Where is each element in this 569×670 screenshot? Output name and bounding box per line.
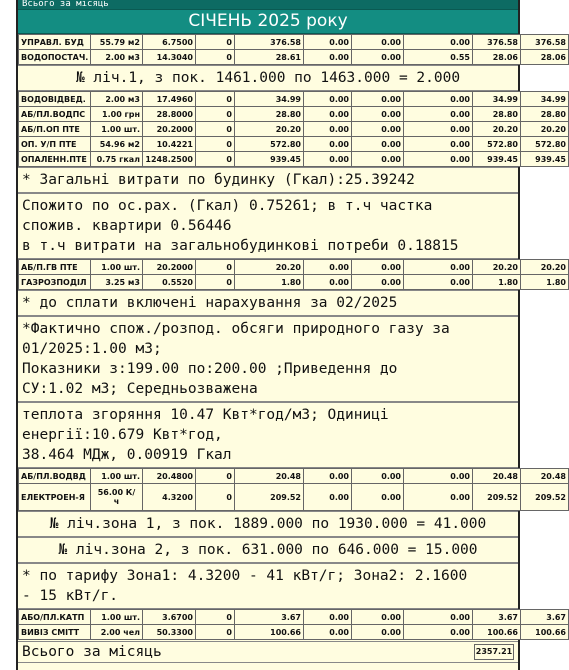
month-total-label: Всього за місяць: [22, 644, 162, 660]
table-cell: 28.80: [521, 107, 569, 122]
table-cell: 0: [196, 137, 235, 152]
table-cell: 0.00: [304, 484, 352, 511]
table-cell: 0.00: [352, 35, 404, 50]
table-cell: 0: [196, 35, 235, 50]
table-cell: 209.52: [235, 484, 304, 511]
table-cell: 0.00: [404, 92, 473, 107]
table-cell: 572.80: [473, 137, 521, 152]
service-name: АБО/ПЛ.КАТП: [19, 610, 91, 625]
table-cell: 0.00: [352, 469, 404, 484]
table-cell: 0.00: [352, 484, 404, 511]
table-cell: 20.20: [235, 260, 304, 275]
table-cell: 2.00 м3: [91, 50, 143, 65]
table-cell: 0.00: [352, 152, 404, 167]
table-cell: 1.80: [521, 275, 569, 290]
table-row: [19, 137, 569, 152]
table-cell: 10.4221: [143, 137, 196, 152]
table-row: [19, 625, 569, 640]
table-cell: 0.00: [352, 92, 404, 107]
table-row: [19, 260, 569, 275]
table-cell: 20.20: [473, 260, 521, 275]
table-cell: 1.00 грн: [91, 107, 143, 122]
table-row: [19, 50, 569, 65]
table-cell: 20.20: [521, 122, 569, 137]
table-row: [19, 610, 569, 625]
table-cell: 20.20: [473, 122, 521, 137]
service-name: АБ/ПЛ.ВОДВД: [19, 469, 91, 484]
table-cell: 3.67: [521, 610, 569, 625]
services-table-c: [18, 259, 569, 290]
table-cell: 100.66: [473, 625, 521, 640]
table-cell: 939.45: [473, 152, 521, 167]
heat-detail-note: Спожито по ос.рах. (Гкал) 0.75261; в т.ч частка спожив. квартири 0.56446 в т.ч витрати на загальнобудинкові потреби 0.18815: [18, 193, 518, 259]
table-cell: 0.00: [304, 137, 352, 152]
table-row: [19, 275, 569, 290]
service-name: АБ/ПЛ.ВОДПС: [19, 107, 91, 122]
table-cell: 0.00: [404, 152, 473, 167]
table-cell: 0.00: [404, 484, 473, 511]
table-cell: 2.00 чел: [91, 625, 143, 640]
month-total-row: [18, 641, 518, 663]
top-fragment: Всього за місяць: [18, 0, 518, 9]
table-cell: 0.00: [304, 122, 352, 137]
service-name: АБ/П.ГВ ПТЕ: [19, 260, 91, 275]
charges-note: * до сплати включені нарахування за 02/2025: [18, 290, 518, 316]
table-cell: 17.4960: [143, 92, 196, 107]
table-cell: 28.61: [235, 50, 304, 65]
services-table-b: [18, 91, 569, 167]
month-total-value: 2357.21: [474, 644, 514, 660]
table-cell: 55.79 м2: [91, 35, 143, 50]
table-row: [19, 152, 569, 167]
table-cell: 3.67: [473, 610, 521, 625]
table-cell: 0.00: [304, 35, 352, 50]
table-cell: 0.75 гкал: [91, 152, 143, 167]
table-cell: 4.3200: [143, 484, 196, 511]
meter-reading-1: № ліч.1, з пок. 1461.000 по 1463.000 = 2.000: [18, 65, 518, 91]
table-cell: 376.58: [521, 35, 569, 50]
table-cell: 0: [196, 625, 235, 640]
table-cell: 0: [196, 260, 235, 275]
service-name: ГАЗРОЗПОДІЛ: [19, 275, 91, 290]
service-name: ЕЛЕКТРОЕН-Я: [19, 484, 91, 511]
table-cell: 0.00: [304, 92, 352, 107]
table-cell: 0.5520: [143, 275, 196, 290]
table-cell: 0: [196, 107, 235, 122]
table-cell: 0.00: [404, 107, 473, 122]
service-name: ВОДОПОСТАЧ.: [19, 50, 91, 65]
table-cell: 0: [196, 152, 235, 167]
table-cell: 572.80: [521, 137, 569, 152]
table-cell: 56.00 К/ ч: [91, 484, 143, 511]
table-cell: 28.06: [473, 50, 521, 65]
table-row: [19, 122, 569, 137]
table-cell: 20.48: [473, 469, 521, 484]
table-cell: 0.00: [404, 610, 473, 625]
table-cell: 0.00: [304, 275, 352, 290]
table-cell: 376.58: [235, 35, 304, 50]
table-cell: 28.80: [473, 107, 521, 122]
table-cell: 0: [196, 122, 235, 137]
table-cell: 0.00: [352, 107, 404, 122]
table-cell: 0: [196, 275, 235, 290]
table-cell: 0.00: [304, 107, 352, 122]
table-cell: 1.80: [235, 275, 304, 290]
table-cell: 34.99: [473, 92, 521, 107]
table-cell: 939.45: [235, 152, 304, 167]
table-cell: 20.2000: [143, 122, 196, 137]
table-cell: 2.00 м3: [91, 92, 143, 107]
services-table-a: [18, 34, 569, 65]
table-cell: 0.00: [352, 625, 404, 640]
service-name: ОП. У/П ПТЕ: [19, 137, 91, 152]
table-cell: 1.00 шт.: [91, 610, 143, 625]
bill-sheet: [16, 0, 566, 670]
table-cell: 572.80: [235, 137, 304, 152]
table-cell: 939.45: [521, 152, 569, 167]
table-cell: 0.00: [404, 275, 473, 290]
table-cell: 0.55: [404, 50, 473, 65]
table-cell: 20.4800: [143, 469, 196, 484]
table-row: [19, 484, 569, 511]
table-cell: 0.00: [352, 610, 404, 625]
month-title: СІЧЕНЬ 2025 року: [18, 9, 518, 34]
table-cell: 3.67: [235, 610, 304, 625]
table-cell: 0.00: [304, 50, 352, 65]
table-cell: 0.00: [304, 152, 352, 167]
service-name: ОПАЛЕНН.ПТЕ: [19, 152, 91, 167]
table-cell: 209.52: [473, 484, 521, 511]
table-cell: 28.80: [235, 107, 304, 122]
table-cell: 20.48: [521, 469, 569, 484]
table-row: [19, 107, 569, 122]
table-cell: 0.00: [304, 625, 352, 640]
table-cell: 0.00: [404, 137, 473, 152]
table-cell: 28.8000: [143, 107, 196, 122]
table-cell: 0: [196, 50, 235, 65]
table-row: [19, 469, 569, 484]
table-cell: 0.00: [304, 260, 352, 275]
table-cell: 1248.2500: [143, 152, 196, 167]
table-cell: 0.00: [352, 122, 404, 137]
table-cell: 1.00 шт.: [91, 469, 143, 484]
service-name: ВИВІЗ СМІТТ: [19, 625, 91, 640]
table-cell: 0.00: [352, 275, 404, 290]
service-name: ВОДОВІДВЕД.: [19, 92, 91, 107]
table-cell: 6.7500: [143, 35, 196, 50]
table-row: [19, 92, 569, 107]
table-cell: 3.25 м3: [91, 275, 143, 290]
table-cell: 0: [196, 484, 235, 511]
table-cell: 0.00: [404, 469, 473, 484]
table-cell: 1.00 шт.: [91, 122, 143, 137]
table-cell: 20.2000: [143, 260, 196, 275]
table-cell: 0.00: [352, 137, 404, 152]
service-name: АБ/П.ОП ПТЕ: [19, 122, 91, 137]
table-cell: 3.6700: [143, 610, 196, 625]
table-cell: 0.00: [404, 260, 473, 275]
table-cell: 0.00: [404, 122, 473, 137]
table-cell: 100.66: [235, 625, 304, 640]
table-cell: 20.20: [235, 122, 304, 137]
table-cell: 0.00: [304, 469, 352, 484]
table-cell: 28.06: [521, 50, 569, 65]
table-cell: 54.96 м2: [91, 137, 143, 152]
table-cell: 209.52: [521, 484, 569, 511]
table-row: [19, 35, 569, 50]
meter-zone-1: № ліч.зона 1, з пок. 1889.000 по 1930.000 = 41.000: [18, 511, 518, 537]
table-cell: 1.00 шт.: [91, 260, 143, 275]
table-cell: 0.00: [352, 260, 404, 275]
table-cell: 50.3300: [143, 625, 196, 640]
table-cell: 34.99: [235, 92, 304, 107]
tariff-note: * по тарифу Зона1: 4.3200 - 41 кВт/г; Зона2: 2.1600 - 15 кВт/г.: [18, 563, 518, 609]
table-cell: 0: [196, 469, 235, 484]
table-cell: 0.00: [304, 610, 352, 625]
table-cell: 0.00: [352, 50, 404, 65]
table-cell: 100.66: [521, 625, 569, 640]
table-cell: 14.3040: [143, 50, 196, 65]
services-table-d: [18, 468, 569, 511]
table-cell: 20.48: [235, 469, 304, 484]
services-table-e: [18, 609, 569, 640]
table-cell: 376.58: [473, 35, 521, 50]
table-cell: 0: [196, 92, 235, 107]
table-cell: 0.00: [404, 625, 473, 640]
gas-actual-note: *Фактично спож./розпод. обсяги природного газу за 01/2025:1.00 м3; Показники з:199.00 по:200.00 ;Приведення до СУ:1.02 м3; Середньозважена: [18, 316, 518, 402]
gas-heat-note: теплота згоряння 10.47 Квт*год/м3; Одиниці енергії:10.679 Квт*год, 38.464 МДж, 0.00919 Гкал: [18, 402, 518, 468]
table-cell: 1.80: [473, 275, 521, 290]
table-cell: 34.99: [521, 92, 569, 107]
table-cell: 0.00: [404, 35, 473, 50]
heat-total-note: * Загальні витрати по будинку (Гкал):25.39242: [18, 167, 518, 193]
electricity-row-group: [19, 484, 569, 511]
table-cell: 0: [196, 610, 235, 625]
service-name: УПРАВЛ. БУД: [19, 35, 91, 50]
table-cell: 20.20: [521, 260, 569, 275]
meter-zone-2: № ліч.зона 2, з пок. 631.000 по 646.000 = 15.000: [18, 537, 518, 563]
